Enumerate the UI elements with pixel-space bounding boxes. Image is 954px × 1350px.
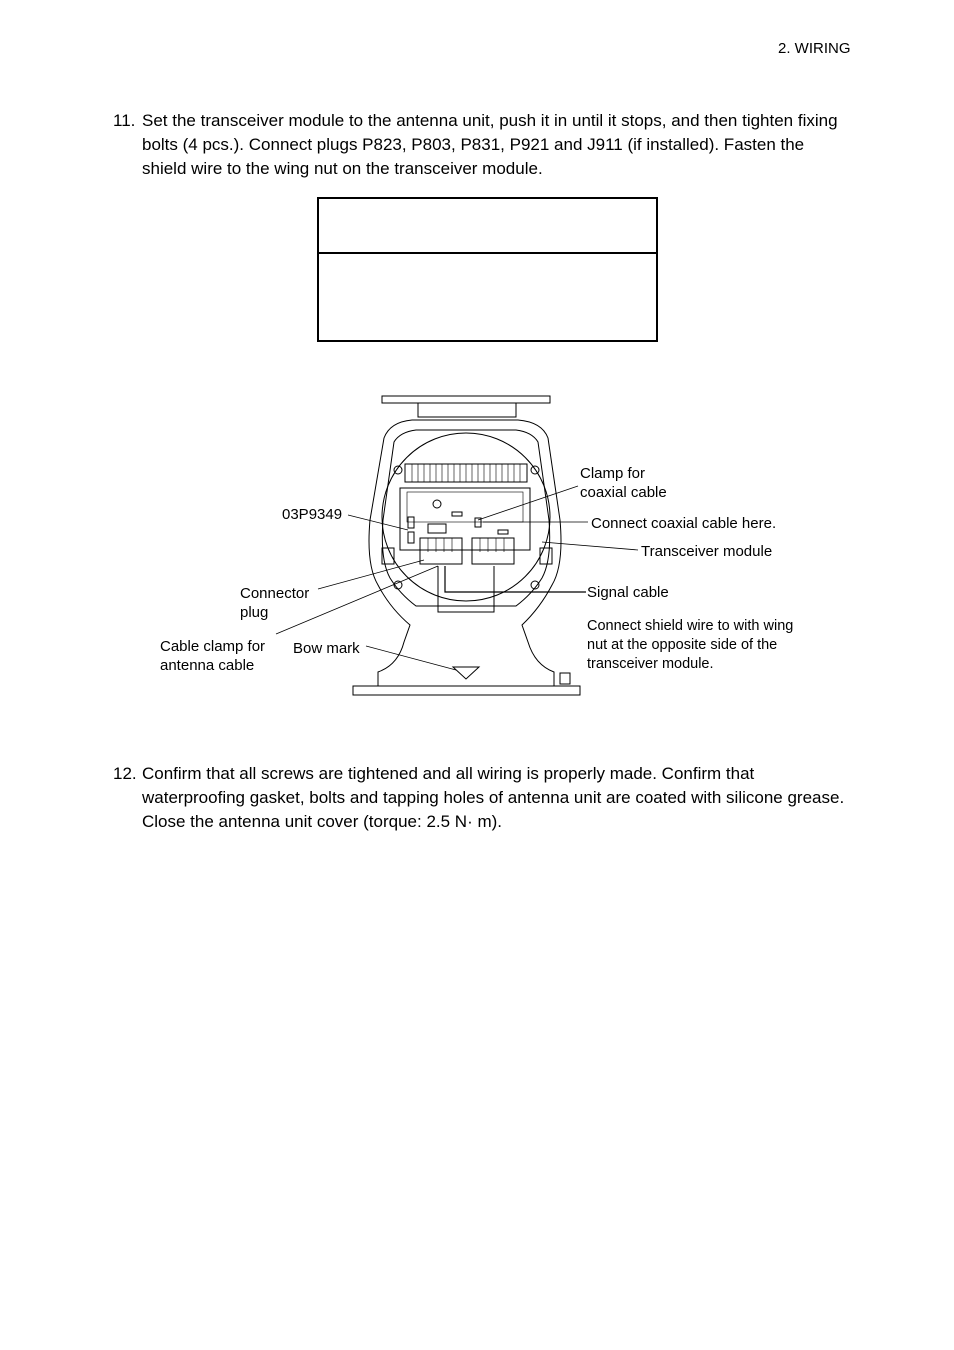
component xyxy=(433,500,441,508)
component xyxy=(452,512,462,516)
bolt-hole xyxy=(531,466,539,474)
warning-box xyxy=(317,197,658,342)
step-12 xyxy=(113,762,853,834)
base-plate xyxy=(353,686,580,695)
label-pcb: 03P9349 xyxy=(282,506,343,523)
signal-cable-run xyxy=(445,566,586,592)
step-number: 12. xyxy=(113,764,137,783)
component xyxy=(428,524,446,533)
signal-cable-chute xyxy=(438,566,494,612)
section-header: 2. WIRING xyxy=(778,40,851,57)
top-flange xyxy=(382,396,550,403)
outer-housing xyxy=(369,420,561,686)
label-connector-plug: Connector plug xyxy=(240,585,310,621)
pcb-inner xyxy=(407,492,523,522)
component xyxy=(408,532,414,543)
step-text: Set the transceiver module to the antenna unit, push it in until it stops, and then tighten fixing bolts (4 pcs.). Connect plugs P823, P803, P831, P921 and J911 (if installed). Fasten the shield wire to the wing nut on the transceiver module. xyxy=(142,111,838,178)
component xyxy=(498,530,508,534)
label-connect-coax: Connect coaxial cable here. xyxy=(591,515,777,532)
connector-plug-block xyxy=(472,538,514,564)
label-transceiver: Transceiver module xyxy=(641,543,773,560)
label-signal-cable: Signal cable xyxy=(587,584,669,601)
label-shield-note: Connect shield wire to with wing nut at the opposite side of the transceiver module. xyxy=(587,618,794,672)
ground-bolt xyxy=(560,673,570,684)
right-bracket xyxy=(540,548,552,564)
antenna-unit-figure xyxy=(150,380,850,710)
label-cable-clamp: Cable clamp for antenna cable xyxy=(160,638,266,674)
warning-box-divider xyxy=(319,252,656,254)
step-11 xyxy=(113,109,853,181)
top-stem xyxy=(418,403,516,417)
connector-plug-block xyxy=(420,538,462,564)
bow-mark-triangle xyxy=(453,667,479,679)
label-clamp-coax: Clamp for coaxial cable xyxy=(580,465,667,501)
step-text: Confirm that all screws are tightened and all wiring is properly made. Confirm that waterproofing gasket, bolts and tapping holes of antenna unit are coated with silicone grease. Close the antenna unit cover (torque: 2.5 N· m). xyxy=(142,764,845,831)
label-bow-mark: Bow mark xyxy=(293,640,360,657)
component xyxy=(408,517,414,528)
step-number: 11. xyxy=(113,111,136,130)
